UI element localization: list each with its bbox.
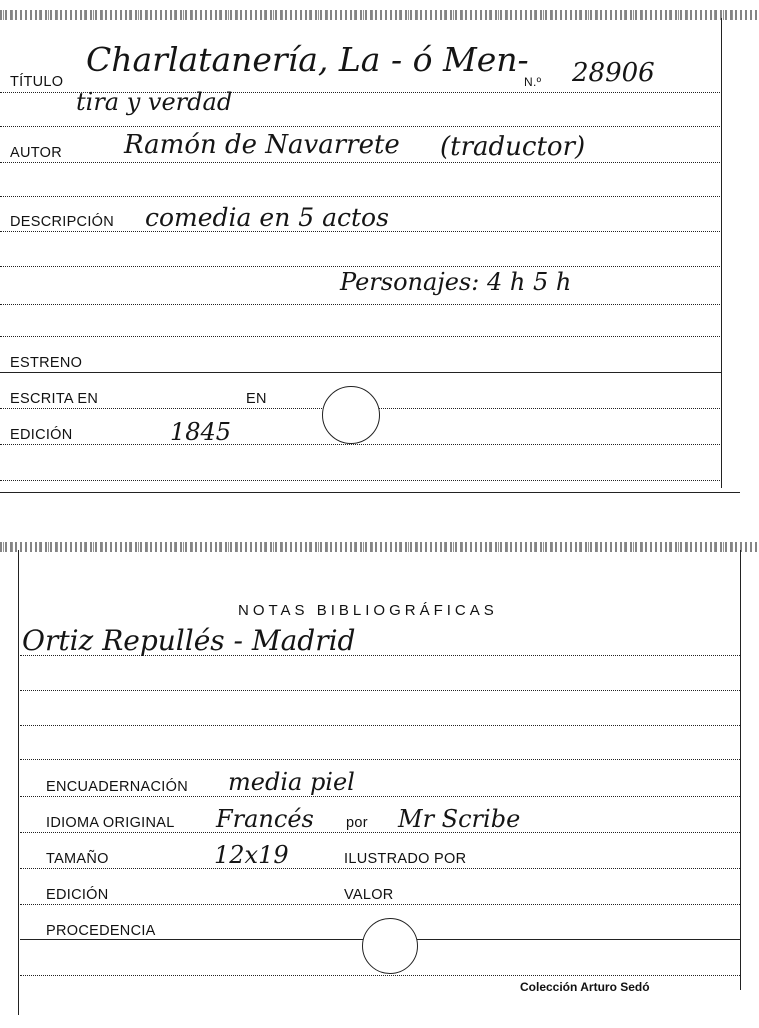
- titulo-label: TÍTULO: [10, 74, 64, 90]
- en-label: EN: [246, 391, 267, 407]
- idioma-label: IDIOMA ORIGINAL: [46, 815, 175, 831]
- collection-footer: Colección Arturo Sedó: [520, 980, 650, 994]
- por-value: Mr Scribe: [398, 805, 521, 833]
- autor-value: Ramón de Navarrete: [124, 130, 400, 160]
- punch-hole: [322, 386, 380, 444]
- tamano-value: 12x19: [214, 841, 289, 869]
- autor-role: (traductor): [440, 132, 586, 162]
- por-label: por: [346, 815, 368, 831]
- encuadernacion-value: media piel: [228, 768, 355, 796]
- punch-hole: [362, 918, 418, 974]
- subtitle-value: tira y verdad: [76, 88, 233, 116]
- catalog-card-bottom: [0, 540, 759, 1028]
- edicion-value: 1845: [170, 418, 232, 446]
- tamano-label: TAMAÑO: [46, 851, 109, 867]
- card-left-border: [18, 550, 19, 1015]
- numero-label: N.º: [524, 75, 542, 89]
- card-edge-top: [0, 542, 759, 552]
- catalog-card-top: [0, 0, 759, 495]
- descripcion-value: comedia en 5 actos: [145, 203, 389, 232]
- card-right-border: [740, 550, 741, 990]
- numero-value: 28906: [572, 58, 655, 88]
- idioma-value: Francés: [216, 805, 314, 833]
- card-edge-top: [0, 10, 759, 20]
- card-separator: [0, 492, 740, 493]
- descripcion-label: DESCRIPCIÓN: [10, 214, 115, 230]
- titulo-value: Charlatanería, La - ó Men-: [86, 40, 529, 79]
- procedencia-label: PROCEDENCIA: [46, 923, 156, 939]
- valor-label: VALOR: [344, 887, 394, 903]
- notas-title: NOTAS BIBLIOGRÁFICAS: [238, 602, 498, 619]
- escrita-en-label: ESCRITA EN: [10, 391, 99, 407]
- ilustrado-label: ILUSTRADO POR: [344, 851, 467, 867]
- autor-label: AUTOR: [10, 145, 62, 161]
- encuadernacion-label: ENCUADERNACIÓN: [46, 779, 188, 795]
- edicion-label: EDICIÓN: [46, 887, 109, 903]
- estreno-label: ESTRENO: [10, 355, 83, 371]
- personajes-value: Personajes: 4 h 5 h: [340, 268, 572, 296]
- notas-value: Ortiz Repullés - Madrid: [22, 624, 356, 657]
- edicion-label: EDICIÓN: [10, 427, 73, 443]
- card-right-border: [721, 18, 722, 488]
